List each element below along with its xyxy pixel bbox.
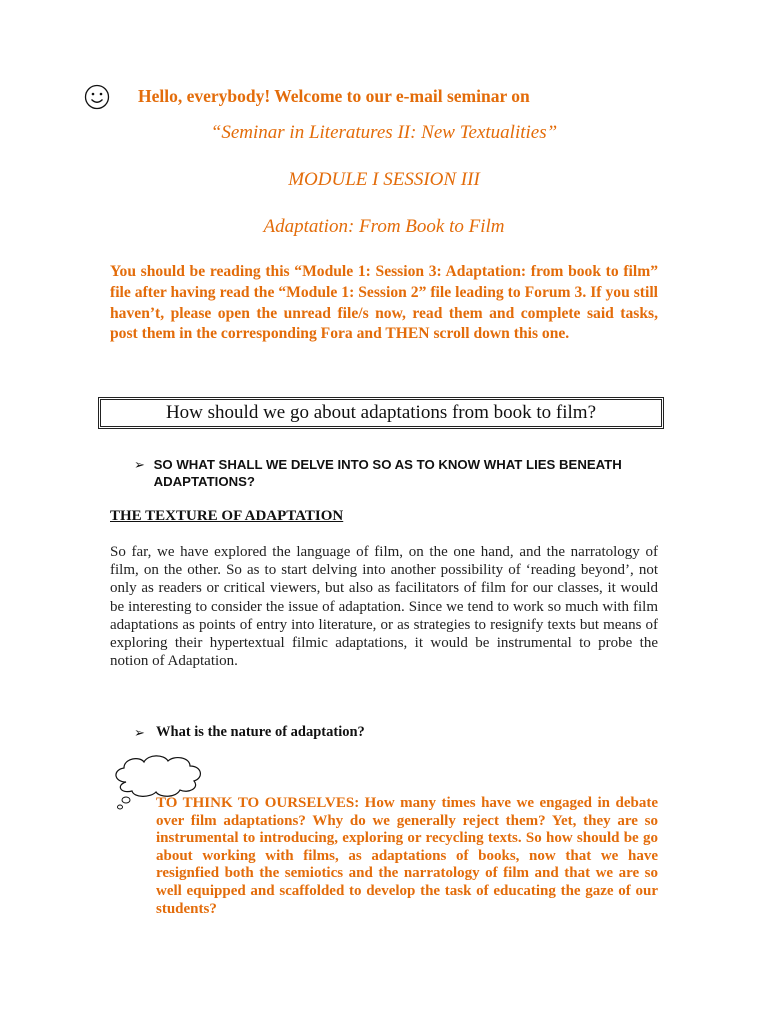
bullet-item [134,456,664,490]
reflection-paragraph: TO THINK TO OURSELVES: How many times have we engaged in debate over film adaptations? Why do we generally reject them? Yet, they are so instrumental to introducing, exploring or recycling texts. So how should be go about working with films, as adaptations of books, now that we have resignfied both the semiotics and the narratology of film and that we are so well equipped and scaffolded to develop the task of educating the gaze of our students? [156,795,658,917]
greeting-text: Hello, everybody! Welcome to our e-mail seminar on [138,86,530,106]
greeting-row [84,84,704,114]
bullet-text: What is the nature of adaptation? [156,724,365,740]
module-title: MODULE I SESSION III [288,169,480,190]
bullet-item [134,724,534,741]
section-heading: THE TEXTURE OF ADAPTATION [110,508,344,524]
arrowhead-bullet-icon: ➢ [134,457,145,472]
bullet-text: SO WHAT SHALL WE DELVE INTO SO AS TO KNOW WHAT LIES BENEATH ADAPTATIONS? [153,457,622,489]
body-paragraph: So far, we have explored the language of film, on the one hand, and the narratology of film, on the other. So as to start delving into another possibility of ‘reading beyond’, not only as readers or critical viewers, but also as facilitators of film for our classes, it would be interesting to consider the issue of adaptation. Since we tend to work so much with film adaptations as points of entry into literature, or as strategies to resignify texts but means of exploring their hypertextual filmic adaptations, it would be instrumental to probe the notion of Adaptation. [110,544,658,670]
arrowhead-bullet-icon: ➢ [134,725,145,740]
seminar-title: “Seminar in Literatures II: New Textualities” [210,122,558,143]
boxed-question: How should we go about adaptations from book to film? [98,397,664,429]
smiley-face-icon [84,84,110,110]
intro-paragraph: You should be reading this “Module 1: Session 3: Adaptation: from book to film” file after having read the “Module 1: Session 2” file leading to Forum 3. If you still haven’t, please open the unread file/s now, read them and complete said tasks, post them in the corresponding Fora and THEN scroll down this one. [110,263,658,343]
session-title: Adaptation: From Book to Film [263,216,505,237]
